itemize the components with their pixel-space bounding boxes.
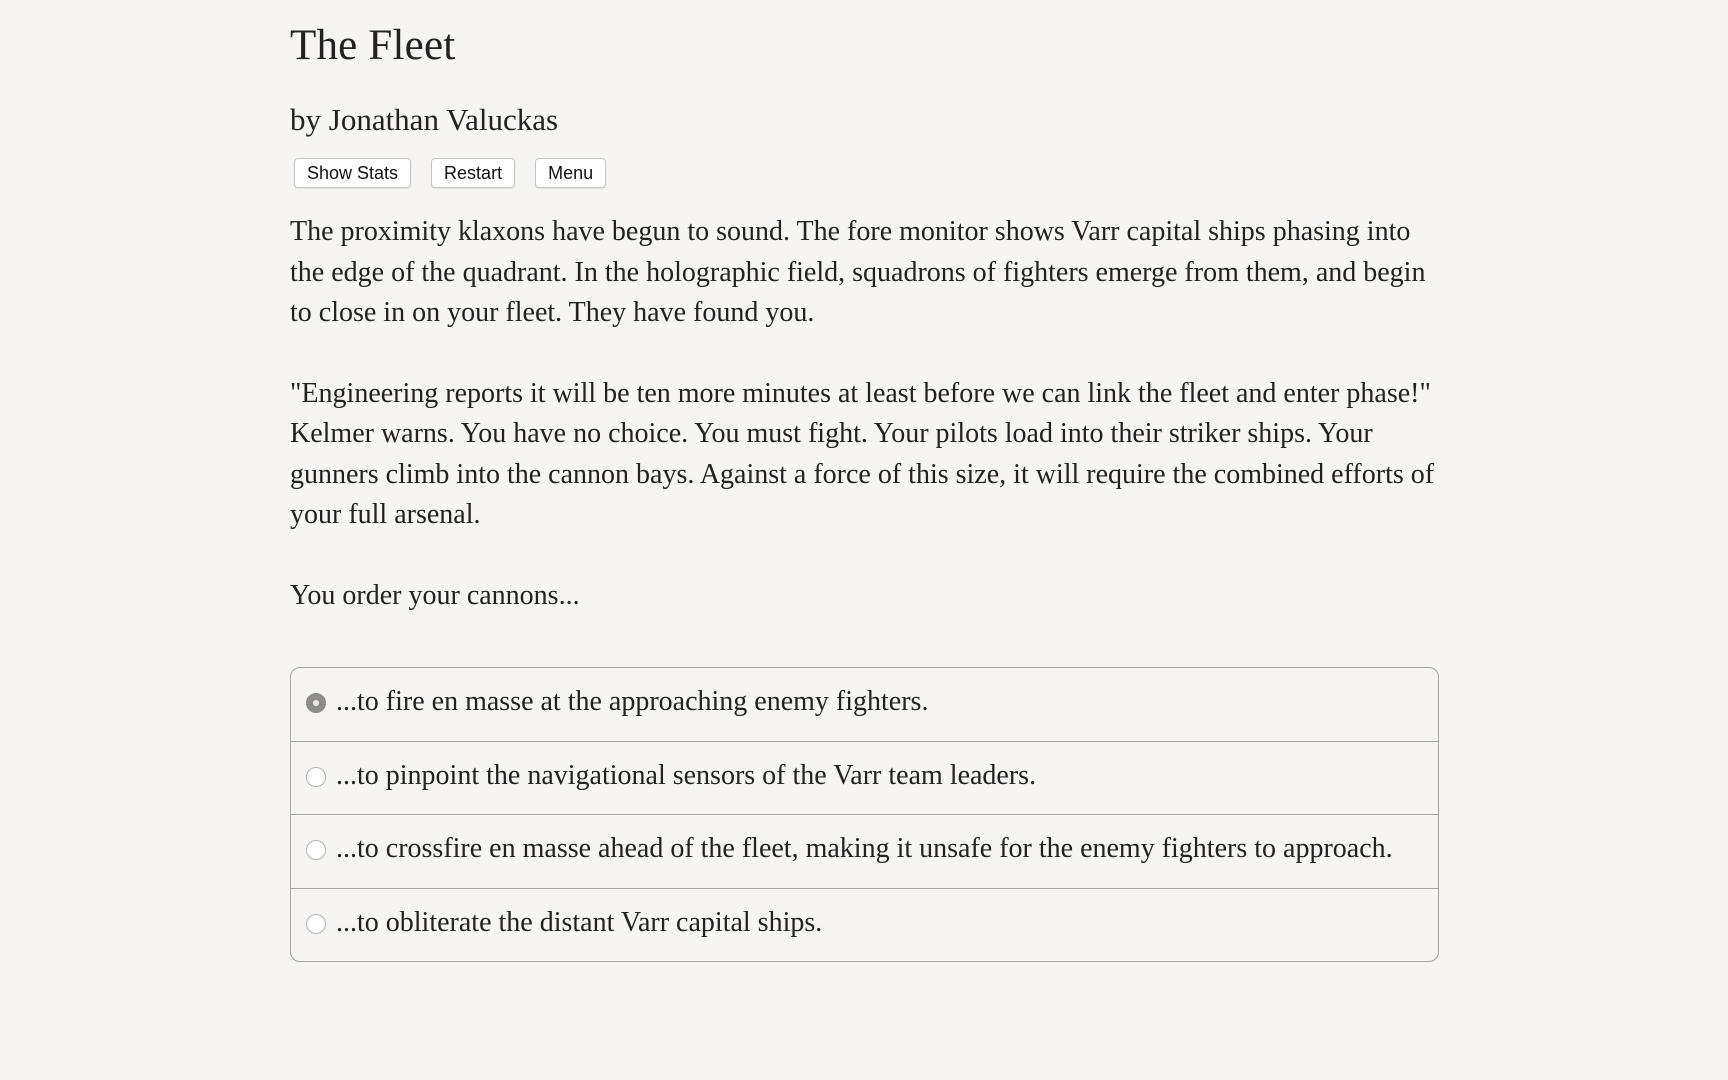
choice-label: ...to fire en masse at the approaching enemy fighters. [336, 686, 929, 717]
story-text [290, 212, 1438, 616]
game-title: The Fleet [290, 22, 456, 69]
radio-empty-icon[interactable] [306, 840, 326, 860]
toolbar [290, 158, 1438, 188]
menu-button[interactable]: Menu [535, 158, 606, 188]
choice-label: ...to crossfire en masse ahead of the fleet, making it unsafe for the enemy fighters to approach. [336, 833, 1393, 864]
choice-option[interactable] [291, 741, 1438, 815]
game-content [290, 14, 1438, 962]
story-paragraph: "Engineering reports it will be ten more minutes at least before we can link the fleet and enter phase!" Kelmer warns. You have no choice. You must fight. Your pilots load into their striker ships. Your gunners climb into the cannon bays. Against a force of this size, it will require the combined efforts of your full arsenal. [290, 377, 1435, 530]
show-stats-button[interactable]: Show Stats [294, 158, 411, 188]
choice-label: ...to obliterate the distant Varr capital ships. [336, 906, 823, 938]
radio-selected-icon[interactable] [306, 693, 326, 713]
story-prompt: You order your cannons... [290, 579, 580, 611]
choice-option[interactable] [291, 668, 1438, 741]
radio-empty-icon[interactable] [306, 914, 326, 934]
radio-empty-icon[interactable] [306, 767, 326, 787]
choice-list [290, 667, 1439, 962]
game-author: by Jonathan Valuckas [290, 102, 559, 137]
choice-option[interactable] [291, 814, 1438, 888]
choice-label: ...to pinpoint the navigational sensors of the Varr team leaders. [336, 759, 1037, 791]
story-paragraph: The proximity klaxons have begun to sound. The fore monitor shows Varr capital ships phasing into the edge of the quadrant. In the holographic field, squadrons of fighters emerge from them, and begin to close in on your fleet. They have found you. [290, 216, 1426, 328]
restart-button[interactable]: Restart [431, 158, 515, 188]
choice-option[interactable] [291, 888, 1438, 962]
